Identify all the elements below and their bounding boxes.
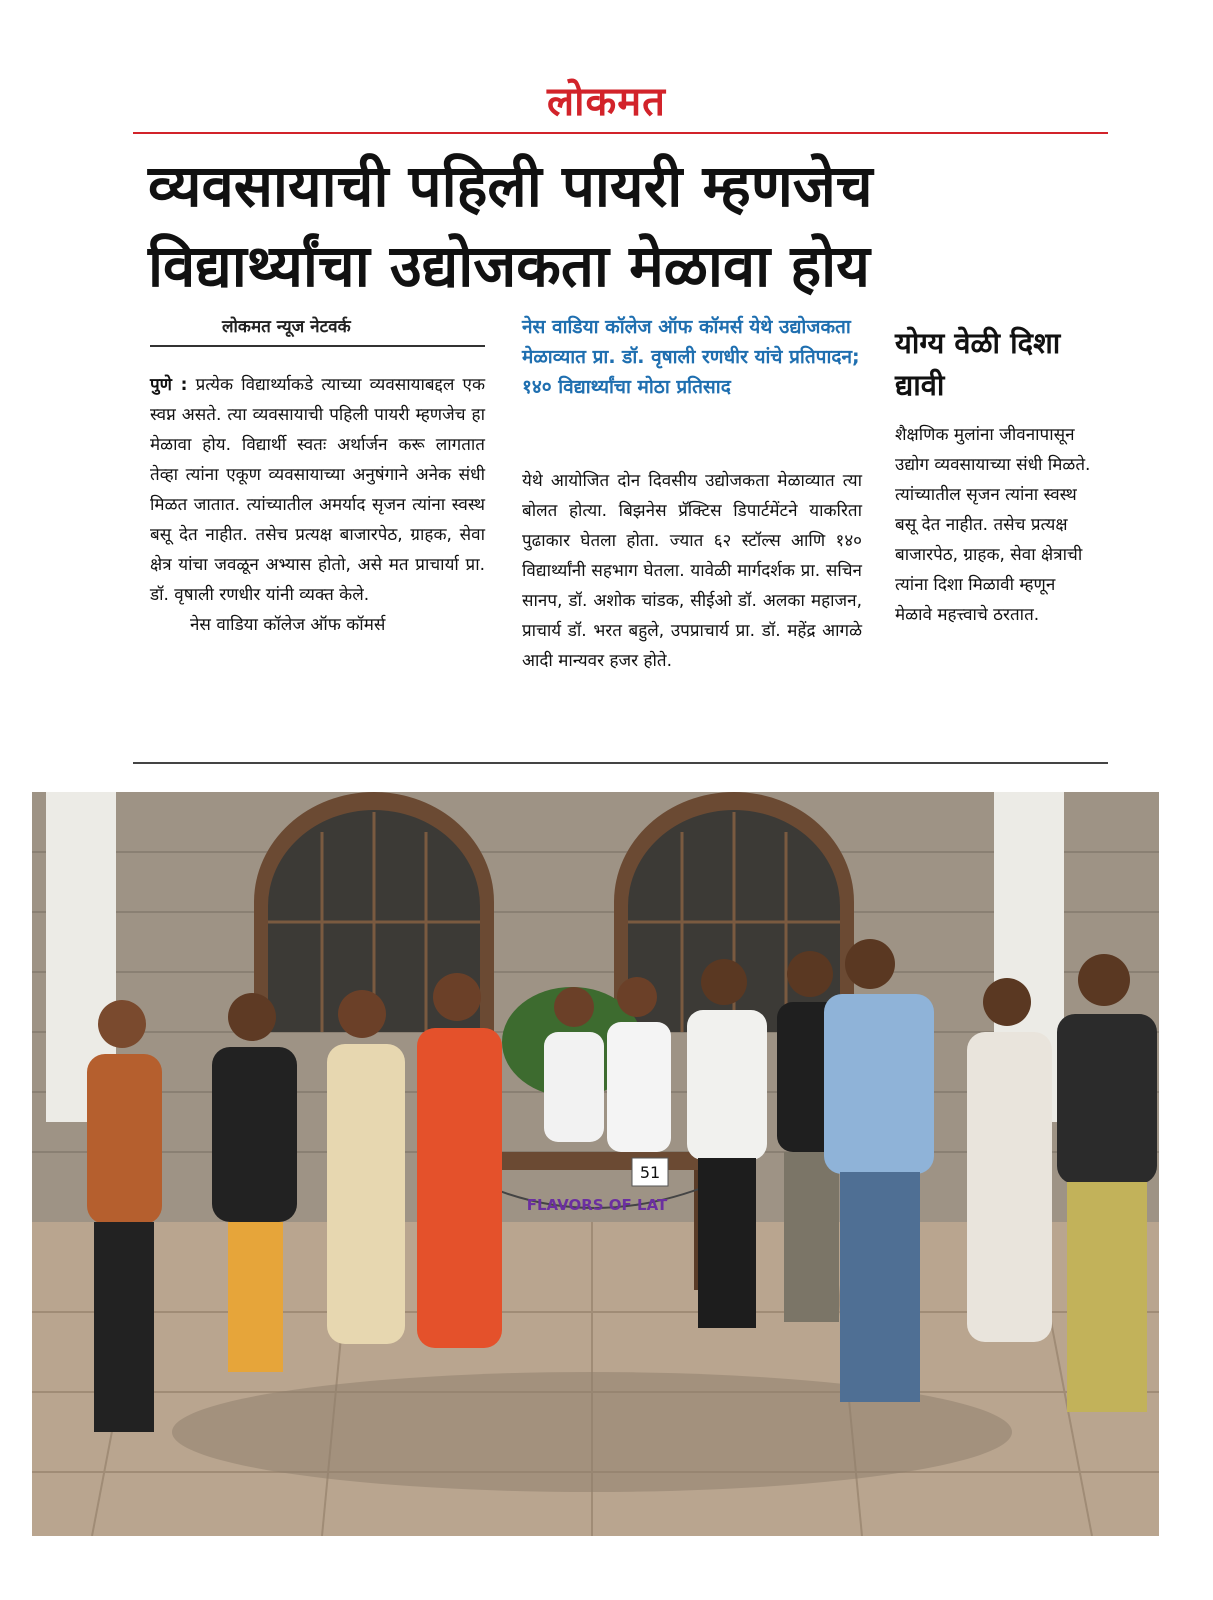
masthead-rule (133, 132, 1108, 134)
dateline-place: पुणे : (150, 375, 188, 395)
stall-banner-text: FLAVORS OF LAT (526, 1196, 668, 1214)
byline: लोकमत न्यूज नेटवर्क (222, 317, 351, 337)
headline-line-2: विद्यार्थ्यांचा उद्योजकता मेळावा होय (148, 232, 870, 300)
group-photo-illustration (32, 792, 1159, 1536)
article-bottom-rule (133, 762, 1108, 764)
article-column-2: येथे आयोजित दोन दिवसीय उद्योजकता मेळाव्यात त्या बोलत होत्या. बिझनेस प्रॅक्टिस डिपार्टमेंटने याकरिता पुढाकार घेतला होता. ज्यात ६२ स्टॉल्स आणि १४० विद्यार्थ्यांनी सहभाग घेतला. यावेळी मार्गदर्शक प्रा. सचिन सानप, डॉ. अशोक चांडक, सीईओ डॉ. अलका महाजन, प्राचार्य डॉ. भरत बहुले, उपप्राचार्य प्रा. डॉ. महेंद्र आगळे आदी मान्यवर हजर होते. (522, 471, 862, 671)
headline (148, 146, 1098, 306)
side-heading: योग्य वेळी दिशा द्यावी (895, 326, 1061, 402)
subheadline: नेस वाडिया कॉलेज ऑफ कॉमर्स येथे उद्योजकता मेळाव्यात प्रा. डॉ. वृषाली रणधीर यांचे प्रतिपादन; १४० विद्यार्थ्यांचा मोठा प्रतिसाद (522, 316, 860, 398)
article-column-3: शैक्षणिक मुलांना जीवनापासून उद्योग व्यवसायाच्या संधी मिळते. त्यांच्यातील सृजन त्यांना स्वस्थ बसू देत नाहीत. तसेच प्रत्यक्ष बाजारपेठ, ग्राहक, सेवा क्षेत्राची त्यांना दिशा मिळावी म्हणून मेळावे महत्त्वाचे ठरतात. (895, 425, 1091, 625)
headline-line-1: व्यवसायाची पहिली पायरी म्हणजेच (148, 152, 873, 220)
byline-rule (150, 345, 485, 347)
masthead-logo: लोकमत (547, 79, 666, 125)
column-1-text: प्रत्येक विद्यार्थ्याकडे त्याच्या व्यवसायाबद्दल एक स्वप्न असते. त्या व्यवसायाची पहिली पायरी म्हणजेच हा मेळावा होय. विद्यार्थी स्वतः अर्थार्जन करू लागतात तेव्हा त्यांना एकूण व्यवसायाच्या अनुषंगाने अनेक संधी मिळत जातात. त्यांच्यातील अमर्याद सृजन त्यांना स्वस्थ बसू देत नाहीत. तसेच प्रत्यक्ष बाजारपेठ, ग्राहक, सेवा क्षेत्र यांचा जवळून अभ्यास होतो, असे मत प्राचार्या प्रा. डॉ. वृषाली रणधीर यांनी व्यक्त केले. (150, 375, 485, 605)
column-1-last-line: नेस वाडिया कॉलेज ऑफ कॉमर्स (190, 615, 386, 635)
stall-number-sign: 51 (639, 1163, 661, 1182)
group-photo (32, 792, 1159, 1536)
article-column-1 (150, 370, 485, 640)
